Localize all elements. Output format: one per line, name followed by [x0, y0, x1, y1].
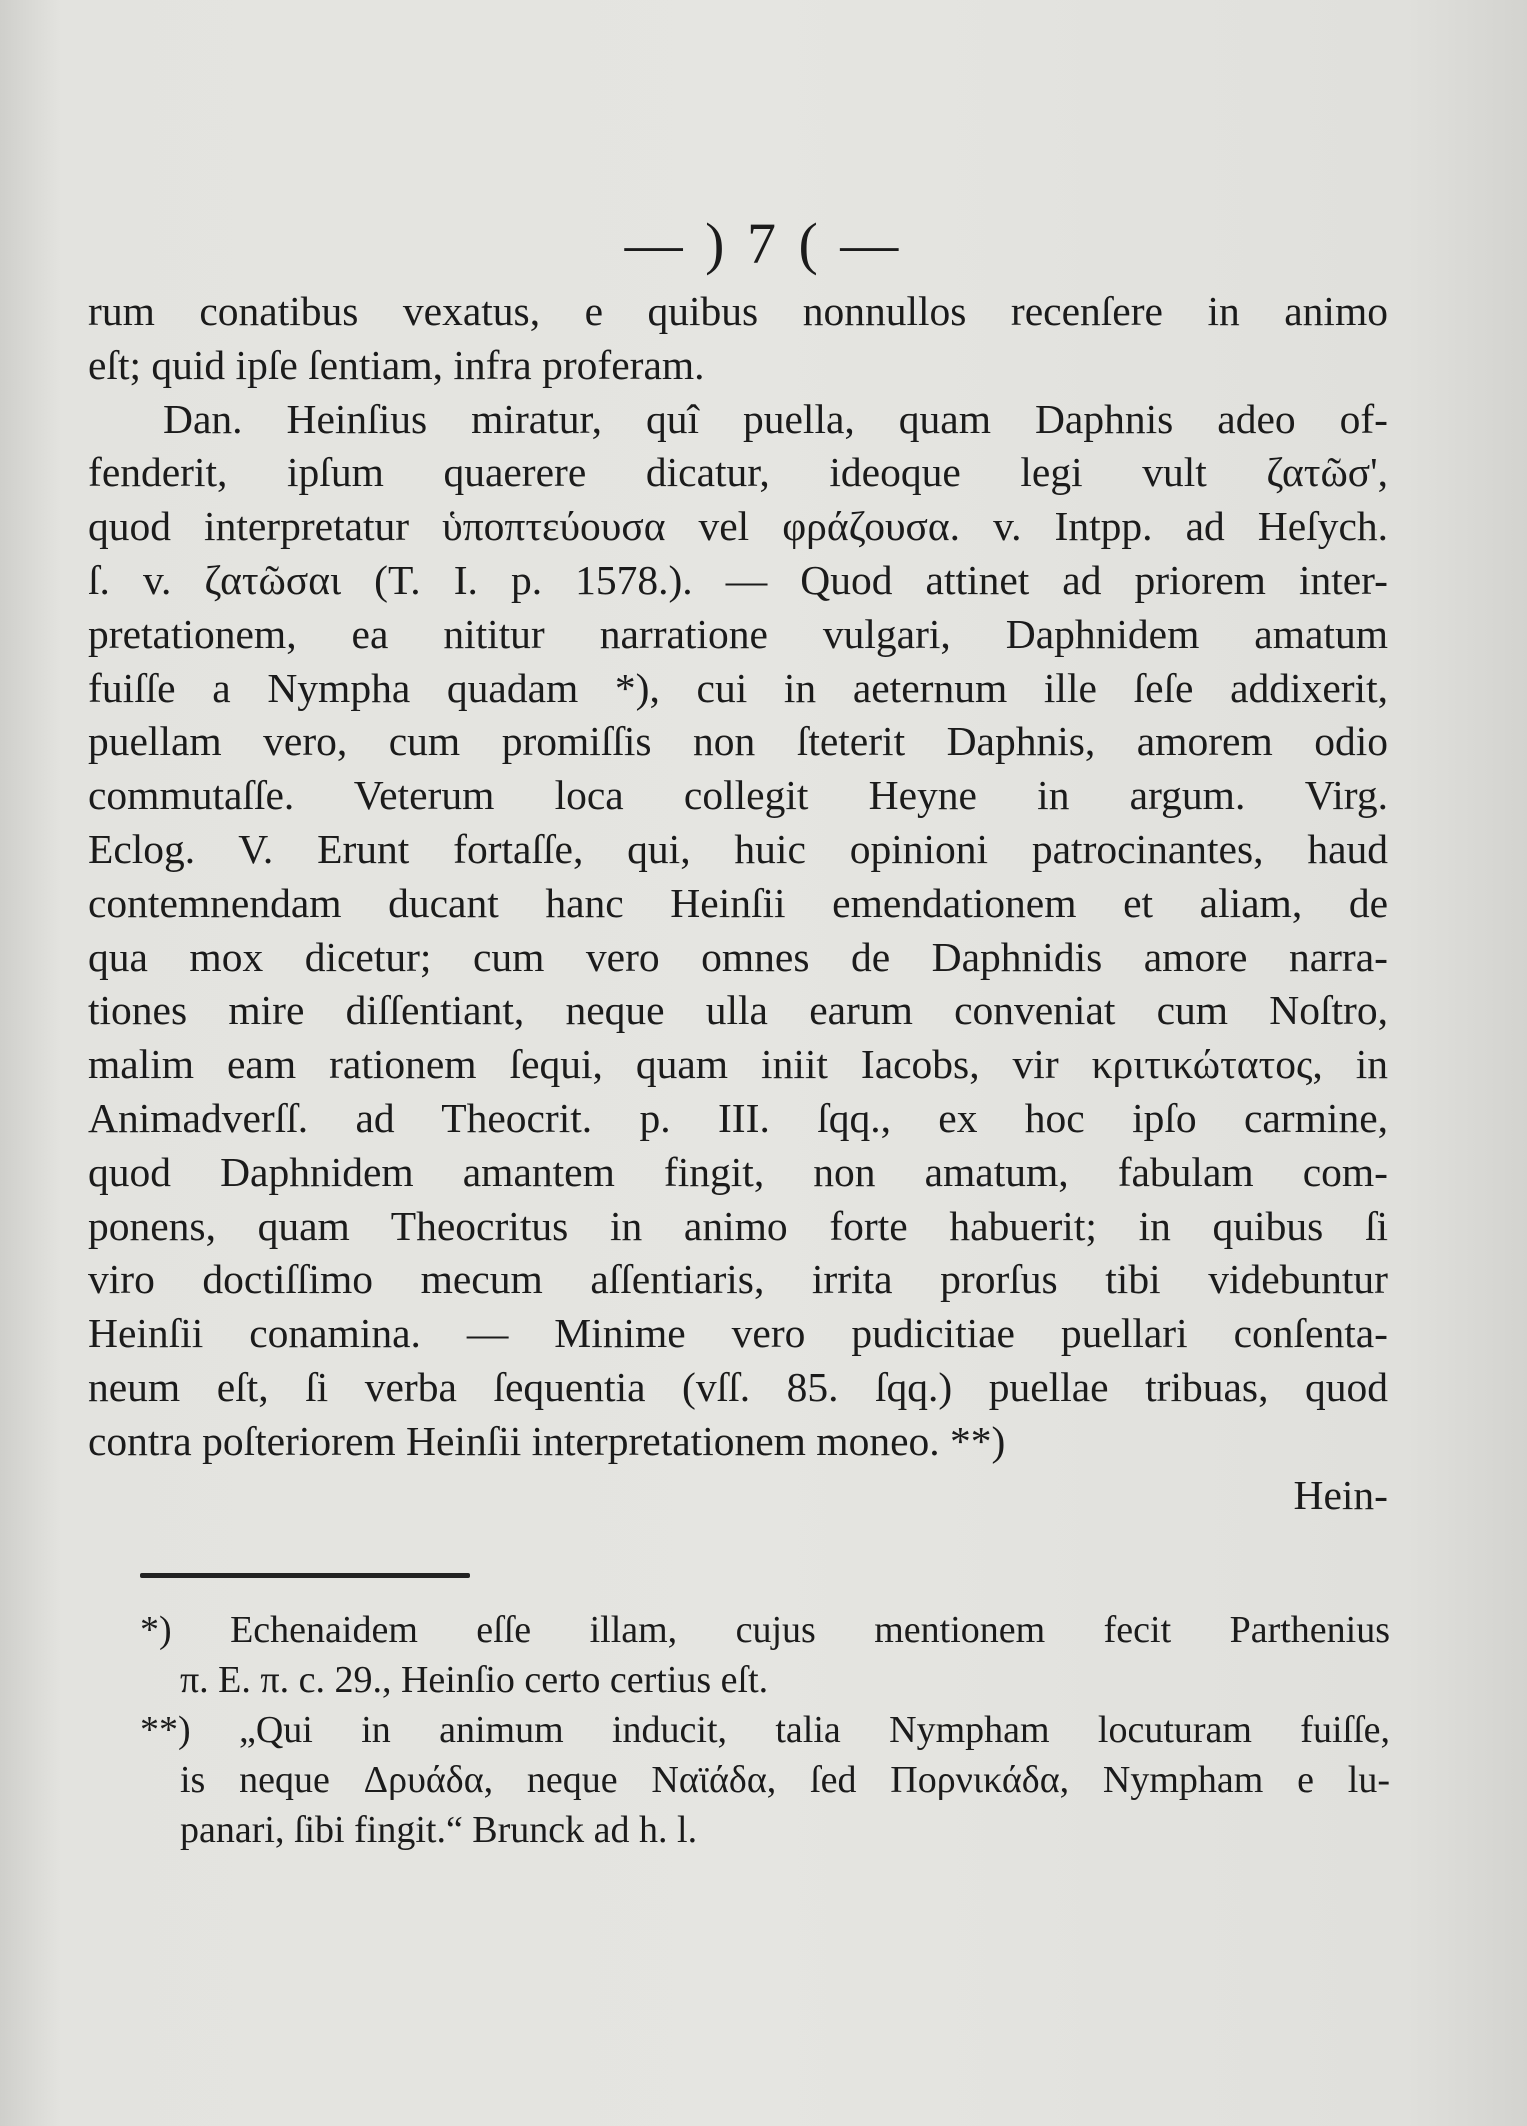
text-line: fenderit, ipſum quaerere dicatur, ideoque legi vult ζατῶσ', — [88, 449, 1388, 496]
text-line: pretationem, ea nititur narratione vulgari, Daphnidem amatum — [88, 610, 1388, 657]
text-line: puellam vero, cum promiſſis non ſteterit Daphnis, amorem odio — [88, 718, 1388, 765]
text-line: Eclog. V. Erunt fortaſſe, qui, huic opinioni patrocinantes, haud — [88, 825, 1388, 872]
text-line: rum conatibus vexatus, e quibus nonnullos recenſere in animo — [88, 288, 1388, 334]
text-line: contemnendam ducant hanc Heinſii emendationem et aliam, de — [88, 879, 1388, 926]
text-line: ponens, quam Theocritus in animo forte habuerit; in quibus ſi — [88, 1202, 1388, 1249]
footnote-line: panari, ſibi fingit.“ Brunck ad h. l. — [180, 1809, 698, 1851]
text-line: contra poſteriorem Heinſii interpretationem moneo. **) — [88, 1417, 1006, 1464]
footnotes — [140, 1605, 1390, 1855]
text-line: malim eam rationem ſequi, quam iniit Iacobs, vir κριτικώτατος, in — [88, 1041, 1388, 1088]
footnote-divider — [140, 1573, 470, 1578]
text-line: neum eſt, ſi verba ſequentia (vſſ. 85. ſqq.) puellae tribuas, quod — [88, 1363, 1388, 1410]
text-line: quod interpretatur ὑποπτεύουσα vel φράζουσα. v. Intpp. ad Heſych. — [88, 503, 1388, 550]
main-text — [88, 285, 1388, 1522]
footnote-line: is neque Δρυάδα, neque Ναϊάδα, ſed Πορνικάδα, Nympham e lu- — [180, 1759, 1390, 1801]
text-line: Heinſii conamina. — Minime vero pudicitiae puellari conſenta- — [88, 1310, 1388, 1357]
footnote-line: π. Ε. π. c. 29., Heinſio certo certius eſt. — [180, 1659, 769, 1701]
text-line: ſ. v. ζατῶσαι (T. I. p. 1578.). — Quod attinet ad priorem inter- — [88, 556, 1388, 603]
text-line: Animadverſſ. ad Theocrit. p. III. ſqq., ex hoc ipſo carmine, — [88, 1094, 1388, 1141]
catchword: Hein- — [1293, 1471, 1388, 1518]
text-line: fuiſſe a Nympha quadam *), cui in aeternum ille ſeſe addixerit, — [88, 664, 1388, 711]
text-line: eſt; quid ipſe ſentiam, infra proferam. — [88, 341, 705, 388]
footnote-line: *) Echenaidem eſſe illam, cujus mentionem fecit Parthenius — [140, 1609, 1390, 1651]
text-line: Dan. Heinſius miratur, quî puella, quam Daphnis adeo of- — [163, 395, 1388, 442]
text-line: viro doctiſſimo mecum aſſentiaris, irrita prorſus tibi videbuntur — [88, 1256, 1388, 1303]
page-number-header: — ) 7 ( — — [624, 211, 903, 276]
text-line: qua mox dicetur; cum vero omnes de Daphnidis amore narra- — [88, 933, 1388, 980]
text-line: commutaſſe. Veterum loca collegit Heyne in argum. Virg. — [88, 772, 1388, 819]
footnote-line: **) „Qui in animum inducit, talia Nympham locuturam fuiſſe, — [140, 1709, 1390, 1751]
text-line: quod Daphnidem amantem fingit, non amatum, fabulam com- — [88, 1148, 1388, 1195]
text-line: tiones mire diſſentiant, neque ulla earum conveniat cum Noſtro, — [88, 987, 1388, 1034]
